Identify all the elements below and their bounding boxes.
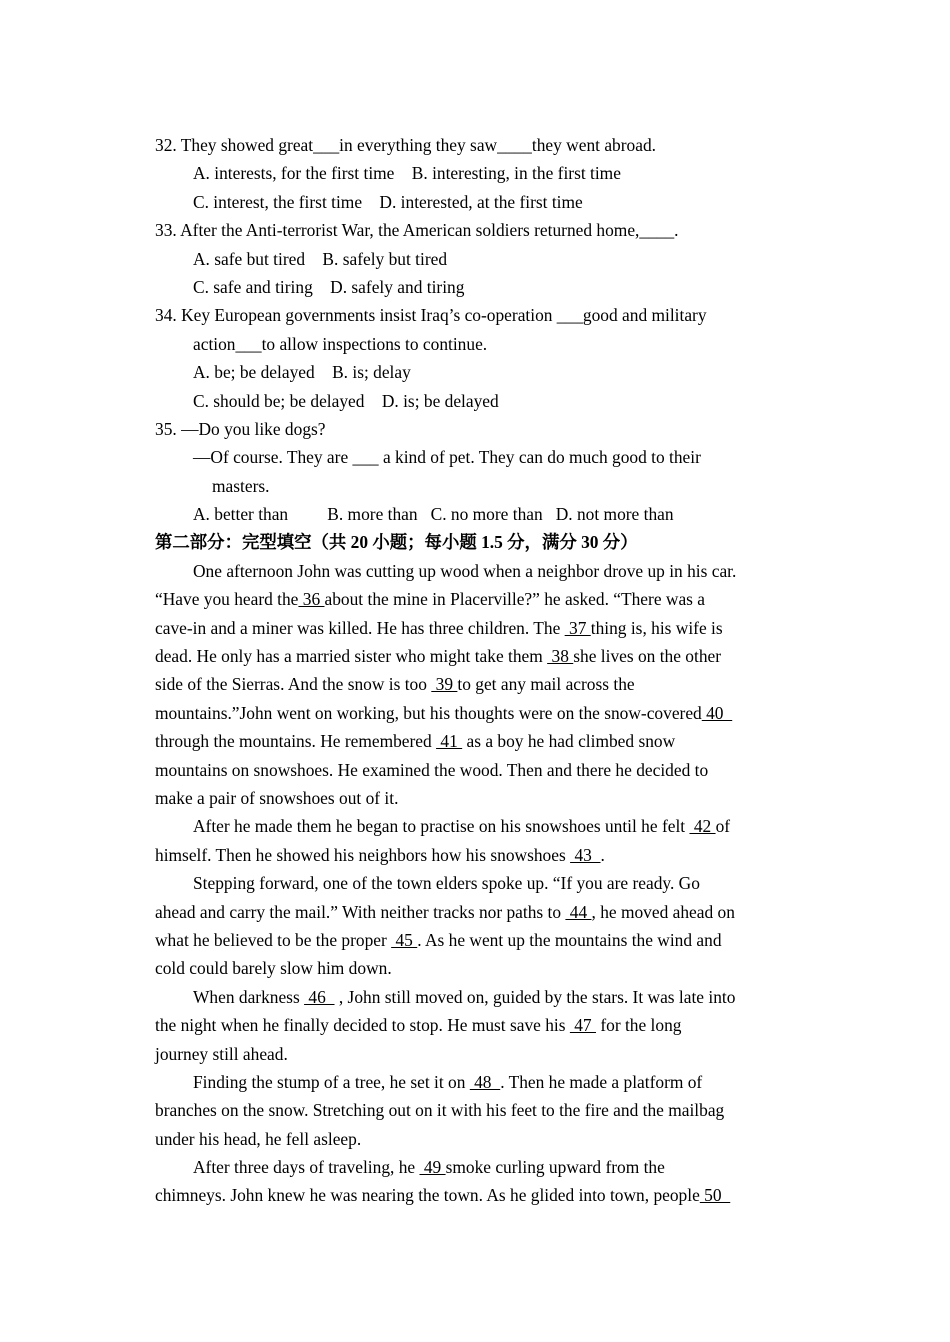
q34-stem: 34. Key European governments insist Iraq’s co-operation ___good and military [155, 305, 707, 326]
blank-50: 50 [699, 1185, 731, 1206]
q35-reply-cont: masters. [212, 475, 270, 496]
q35-options: A. better than B. more than C. no more than D. not more than [193, 504, 674, 525]
passage-line: the night when he finally decided to stop. He must save his 47 for the long [155, 1015, 682, 1036]
blank-49: 49 [419, 1157, 446, 1178]
passage-line: Stepping forward, one of the town elders spoke up. “If you are ready. Go [193, 873, 700, 894]
blank-36: 36 [298, 589, 325, 610]
q33-options-ab: A. safe but tired B. safely but tired [193, 248, 448, 269]
blank-37: 37 [564, 617, 591, 638]
passage-line: After three days of traveling, he 49 smoke curling upward from the [193, 1157, 665, 1178]
passage-line: what he believed to be the proper 45 . As he went up the mountains the wind and [155, 929, 722, 950]
q32-stem: 32. They showed great___in everything they saw____they went abroad. [155, 135, 656, 155]
q33-options-cd: C. safe and tiring D. safely and tiring [193, 276, 465, 297]
passage-line: under his head, he fell asleep. [155, 1128, 362, 1149]
q35-stem: 35. —Do you like dogs? [155, 418, 326, 439]
passage-line: side of the Sierras. And the snow is too 39 to get any mail across the [155, 674, 635, 695]
q34-options-ab: A. be; be delayed B. is; delay [193, 362, 411, 383]
exam-page [155, 131, 800, 1210]
blank-46: 46 [304, 986, 335, 1007]
q32-options-ab: A. interests, for the first time B. interesting, in the first time [193, 163, 621, 184]
passage-line: journey still ahead. [155, 1043, 288, 1064]
passage-line: After he made them he began to practise on his snowshoes until he felt 42 of [193, 816, 731, 837]
blank-47: 47 [569, 1015, 596, 1036]
passage-line: Finding the stump of a tree, he set it on 48 . Then he made a platform of [193, 1071, 703, 1092]
passage-line: cold could barely slow him down. [155, 958, 392, 979]
blank-42: 42 [689, 816, 716, 837]
blank-41: 41 [436, 731, 463, 752]
blank-44: 44 [565, 901, 592, 922]
passage-line: chimneys. John knew he was nearing the town. As he glided into town, people 50 [155, 1185, 731, 1206]
q33-stem: 33. After the Anti-terrorist War, the American soldiers returned home,____. [155, 220, 679, 241]
passage-line: When darkness 46 , John still moved on, guided by the stars. It was late into [193, 986, 736, 1007]
passage-line: through the mountains. He remembered 41 as a boy he had climbed snow [155, 731, 676, 752]
passage-line: One afternoon John was cutting up wood when a neighbor drove up in his car. [193, 560, 737, 581]
q34-options-cd: C. should be; be delayed D. is; be delayed [193, 390, 499, 411]
blank-48: 48 [469, 1071, 501, 1092]
passage-line: “Have you heard the 36 about the mine in Placerville?” he asked. “There was a [155, 589, 705, 610]
passage-line: branches on the snow. Stretching out on it with his feet to the fire and the mailbag [155, 1100, 725, 1121]
blank-43: 43 [570, 844, 601, 865]
section2-title: 第二部分：完型填空（共 20 小题；每小题 1.5 分，满分 30 分） [155, 532, 638, 553]
blank-45: 45 [391, 929, 418, 950]
passage-line: himself. Then he showed his neighbors how his snowshoes 43 . [155, 844, 605, 865]
passage-line: mountains on snowshoes. He examined the wood. Then and there he decided to [155, 759, 709, 780]
q32-options-cd: C. interest, the first time D. interested, at the first time [193, 191, 583, 212]
q35-reply: —Of course. They are ___ a kind of pet. They can do much good to their [193, 447, 701, 468]
q34-stem-cont: action___to allow inspections to continue. [193, 333, 488, 354]
passage-line: make a pair of snowshoes out of it. [155, 787, 399, 808]
passage-line: cave-in and a miner was killed. He has three children. The 37 thing is, his wife is [155, 617, 723, 638]
blank-40: 40 [701, 702, 733, 723]
passage-line: ahead and carry the mail.” With neither tracks nor paths to 44 , he moved ahead on [155, 901, 735, 922]
passage-line: mountains.”John went on working, but his thoughts were on the snow-covered 40 [155, 702, 733, 723]
blank-39: 39 [431, 674, 458, 695]
blank-38: 38 [547, 646, 574, 667]
passage-line: dead. He only has a married sister who might take them 38 she lives on the other [155, 646, 722, 667]
